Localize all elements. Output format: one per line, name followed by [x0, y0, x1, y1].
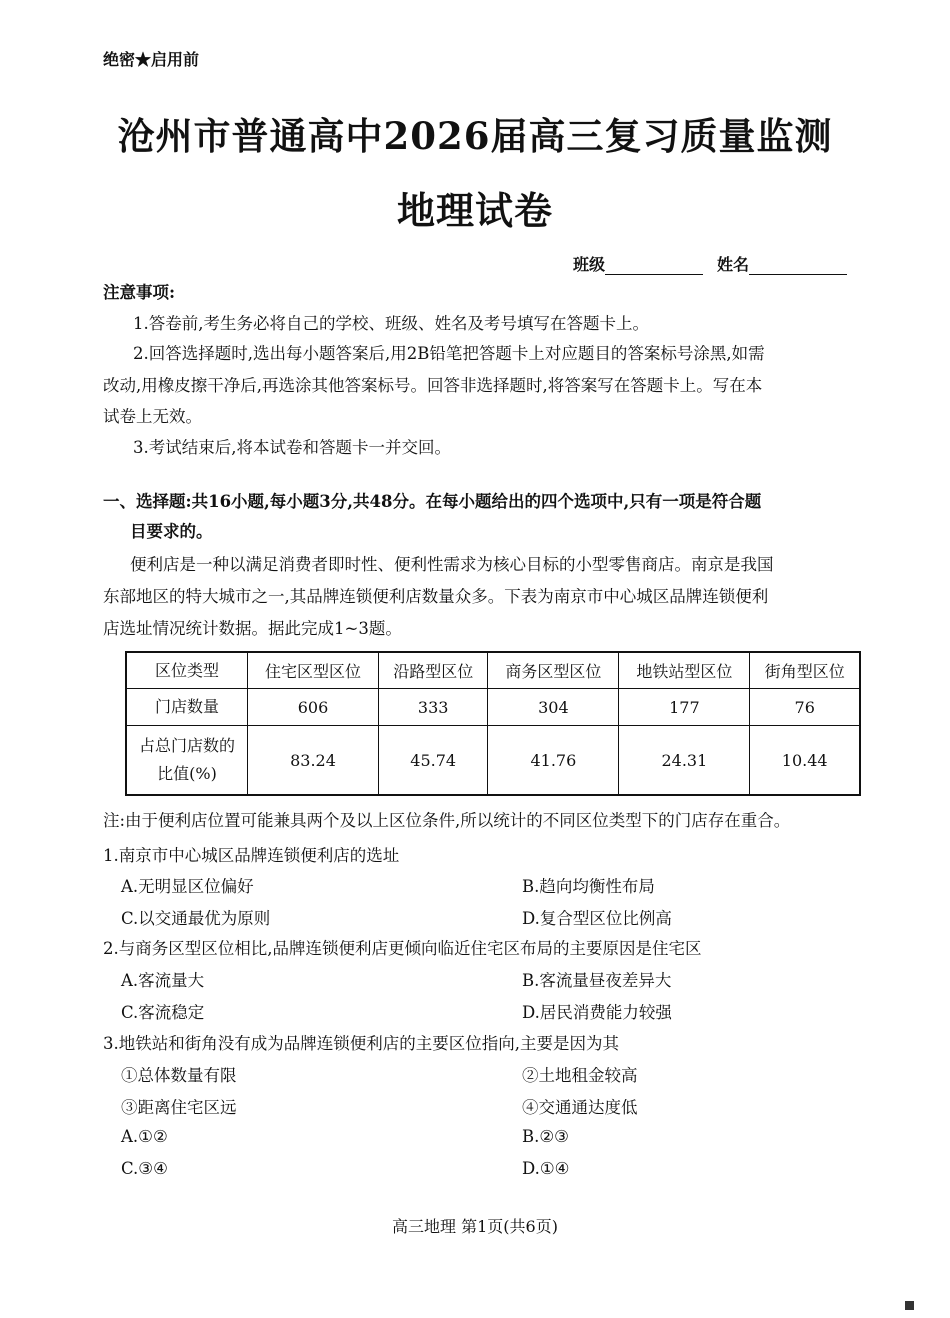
q2-option-b: B.客流量昼夜差异大 — [522, 971, 672, 990]
q3-option-d: D.①④ — [522, 1159, 570, 1178]
corner-watermark — [905, 1301, 939, 1311]
student-info-fields — [573, 252, 861, 275]
table-cell: 45.74 — [379, 726, 488, 796]
q2-option-d: D.居民消费能力较强 — [522, 1003, 672, 1022]
store-location-table — [125, 651, 861, 796]
q1-option-c: C.以交通最优为原则 — [121, 909, 271, 928]
table-row-label — [126, 726, 248, 796]
table-header-cell: 街角型区位 — [750, 652, 860, 689]
note-item-2-line-3: 试卷上无效。 — [103, 407, 202, 426]
table-cell: 24.31 — [619, 726, 750, 796]
q3-statement-2: ②土地租金较高 — [522, 1066, 638, 1085]
table-header-cell: 住宅区型区位 — [248, 652, 379, 689]
q2-option-a: A.客流量大 — [121, 971, 205, 990]
table-cell: 177 — [619, 689, 750, 726]
table-row — [126, 689, 860, 726]
class-label: 班级 — [573, 255, 606, 274]
table-header-cell: 商务区型区位 — [488, 652, 619, 689]
note-item-2-line-2: 改动,用橡皮擦干净后,再选涂其他答案标号。回答非选择题时,将答案写在答题卡上。写在本 — [103, 376, 763, 395]
question-2-stem: 2.与商务区型区位相比,品牌连锁便利店更倾向临近住宅区布局的主要原因是住宅区 — [103, 939, 702, 958]
q3-statement-1: ①总体数量有限 — [121, 1066, 237, 1085]
table-cell: 41.76 — [488, 726, 619, 796]
qr-code-icon — [905, 1301, 914, 1310]
table-row-label-line: 占总门店数的 — [138, 736, 235, 755]
table-cell: 10.44 — [750, 726, 860, 796]
intro-line-3: 店选址情况统计数据。据此完成1~3题。 — [103, 619, 402, 638]
name-label: 姓名 — [717, 255, 750, 274]
table-header-row — [126, 652, 860, 689]
q1-option-d: D.复合型区位比例高 — [522, 909, 672, 928]
table-row-label-line: 比值(%) — [157, 764, 217, 783]
q3-option-c: C.③④ — [121, 1159, 168, 1178]
q3-option-a: A.①② — [121, 1127, 168, 1146]
table-row — [126, 726, 860, 796]
table-note: 注:由于便利店位置可能兼具两个及以上区位条件,所以统计的不同区位类型下的门店存在重合。 — [103, 811, 791, 830]
question-1-stem: 1.南京市中心城区品牌连锁便利店的选址 — [103, 846, 400, 865]
confidential-label: 绝密★启用前 — [103, 50, 200, 69]
note-item-1: 1.答卷前,考生务必将自己的学校、班级、姓名及考号填写在答题卡上。 — [133, 314, 649, 333]
table-header-cell: 沿路型区位 — [379, 652, 488, 689]
table-header-cell: 区位类型 — [126, 652, 248, 689]
table-cell: 606 — [248, 689, 379, 726]
table-cell: 304 — [488, 689, 619, 726]
q2-option-c: C.客流稳定 — [121, 1003, 205, 1022]
table-cell: 76 — [750, 689, 860, 726]
table-header-cell: 地铁站型区位 — [619, 652, 750, 689]
page-footer: 高三地理 第1页(共6页) — [392, 1217, 558, 1236]
exam-subject-title: 地理试卷 — [396, 188, 553, 233]
notes-heading: 注意事项: — [103, 283, 176, 302]
table-row-label: 门店数量 — [126, 689, 248, 726]
table-cell: 83.24 — [248, 726, 379, 796]
table-cell: 333 — [379, 689, 488, 726]
intro-line-1: 便利店是一种以满足消费者即时性、便利性需求为核心目标的小型零售商店。南京是我国 — [130, 555, 774, 574]
name-blank — [749, 258, 847, 275]
q1-option-a: A.无明显区位偏好 — [121, 877, 254, 896]
q3-statement-3: ③距离住宅区远 — [121, 1098, 237, 1117]
section-heading-line-1: 一、选择题:共16小题,每小题3分,共48分。在每小题给出的四个选项中,只有一项是符合题 — [103, 492, 762, 511]
section-heading-line-2: 目要求的。 — [130, 522, 213, 541]
class-blank — [605, 258, 703, 275]
q3-option-b: B.②③ — [522, 1127, 569, 1146]
note-item-2-line-1: 2.回答选择题时,选出每小题答案后,用2B铅笔把答题卡上对应题目的答案标号涂黑,如需 — [133, 344, 765, 363]
note-item-3: 3.考试结束后,将本试卷和答题卡一并交回。 — [133, 438, 451, 457]
intro-line-2: 东部地区的特大城市之一,其品牌连锁便利店数量众多。下表为南京市中心城区品牌连锁便利 — [103, 587, 769, 606]
question-3-stem: 3.地铁站和街角没有成为品牌连锁便利店的主要区位指向,主要是因为其 — [103, 1034, 619, 1053]
q1-option-b: B.趋向均衡性布局 — [522, 877, 655, 896]
exam-title: 沧州市普通高中2026届高三复习质量监测 — [117, 114, 833, 158]
q3-statement-4: ④交通通达度低 — [522, 1098, 638, 1117]
